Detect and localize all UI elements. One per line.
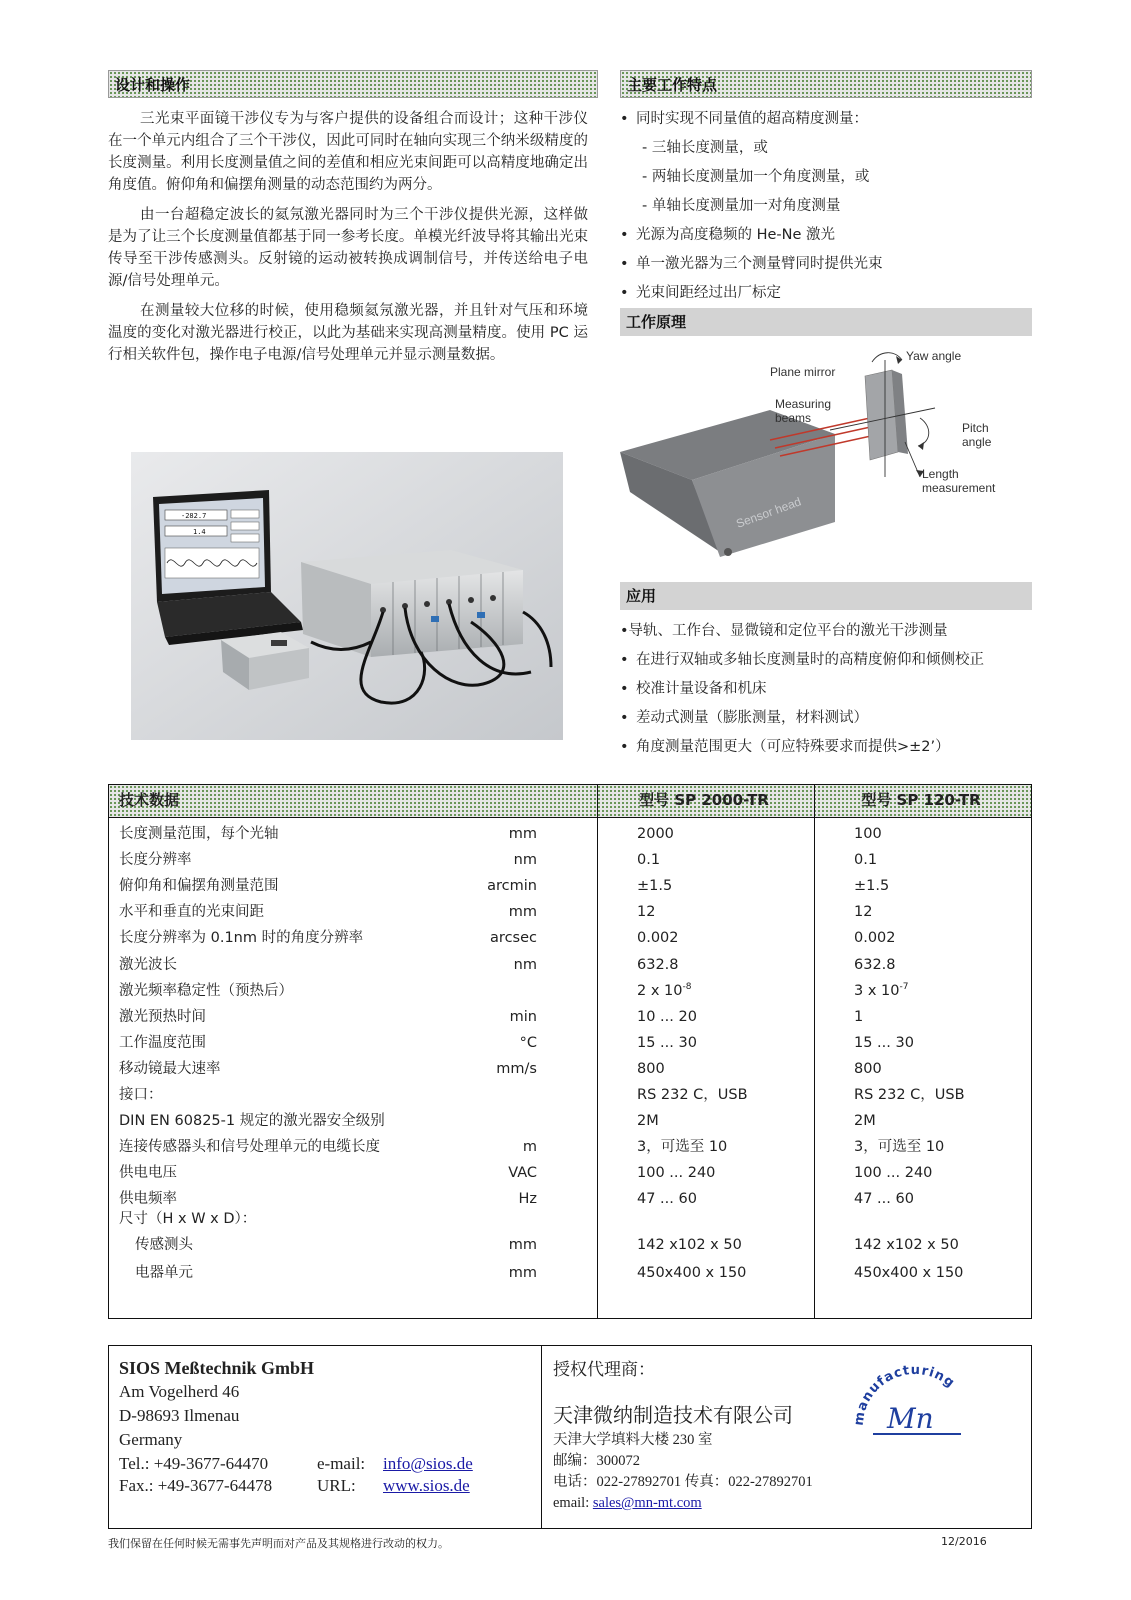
spec-value-model-1 — [637, 1004, 697, 1031]
spec-row — [109, 1082, 1031, 1109]
spec-value-text: 10 ... 20 — [637, 1008, 697, 1025]
spec-value-text: ±1.5 — [854, 878, 890, 895]
features-heading: 主要工作特点 — [620, 70, 1032, 98]
spec-value-text: 2000 — [637, 826, 674, 842]
spec-value-text: 632.8 — [637, 956, 679, 973]
spec-label: 电器单元 — [135, 1264, 193, 1281]
spec-label: 激光预热时间 — [119, 1008, 206, 1025]
application-item: • 角度测量范围更大（可应特殊要求而提供>±2’） — [620, 736, 1032, 758]
spec-label: 长度分辨率 — [119, 852, 192, 869]
spec-row — [109, 899, 1031, 926]
spec-value-text: 800 — [854, 1060, 882, 1077]
feature-item: • 单一激光器为三个测量臂同时提供光束 — [620, 253, 1032, 275]
agent-address: 天津大学填料大楼 230 室 — [553, 1432, 713, 1448]
spec-value-model-1 — [637, 1108, 659, 1135]
design-paragraph-2: 由一台超稳定波长的氦氖激光器同时为三个干涉仪提供光源，这样做是为了让三个长度测量值都基于同一参考长度。单模光纤波导将其输出光束传导至干涉传感测头。反射镜的运动被转换成调制信号，并传送给电子电源/信号处理单元。 — [108, 207, 588, 289]
spec-value-text: 2 x 10 — [637, 982, 683, 999]
spec-label: 水平和垂直的光束间距 — [119, 904, 264, 921]
spec-value-model-2 — [854, 873, 889, 900]
logo-mark: Mn — [887, 1402, 934, 1435]
application-item: • 在进行双轴或多轴长度测量时的高精度俯仰和倾侧校正 — [620, 649, 1032, 671]
screen-readout-2: 1.4 — [193, 528, 206, 536]
spec-value-text: 0.002 — [854, 930, 896, 947]
label-measuring: Measuring — [775, 397, 832, 411]
telephone: Tel.: +49-3677-64470 — [119, 1454, 269, 1473]
spec-value-model-2 — [854, 1108, 876, 1135]
spec-value-model-2: 450x400 x 150 — [854, 1264, 964, 1281]
spec-value-model-1 — [637, 847, 660, 874]
spec-label: 长度测量范围，每个光轴 — [119, 826, 279, 842]
spec-value-model-2: 142 x102 x 50 — [854, 1236, 959, 1253]
spec-value-model-2 — [854, 952, 896, 979]
url-label: URL: — [317, 1476, 356, 1495]
disclaimer: 我们保留在任何时候无需事先声明而对产品及其规格进行改动的权力。 — [108, 1537, 449, 1550]
spec-value-text: RS 232 C，USB — [637, 1087, 748, 1103]
spec-value-model-2 — [854, 1160, 932, 1187]
spec-unit: arcsec — [490, 930, 537, 947]
label-angle: angle — [962, 435, 992, 449]
design-paragraph-1: 三光束平面镜干涉仪专为与客户提供的设备组合而设计；这种干涉仪在一个单元内组合了三个干涉仪，因此可同时在轴向实现三个纳米级精度的长度测量。利用长度测量值之间的差值和相应光束间距可以高精度地确定出角度值。俯仰角和偏摆角测量的动态范围约为两分。 — [108, 111, 588, 193]
spec-value-model-1 — [637, 1134, 727, 1161]
spec-value-text: 800 — [637, 1060, 665, 1077]
spec-label: 俯仰角和偏摆角测量范围 — [119, 878, 279, 895]
spec-row — [109, 1030, 1031, 1057]
spec-value-model-2 — [854, 899, 872, 926]
spec-value-model-2 — [854, 1004, 863, 1031]
spec-value-model-1 — [637, 1160, 715, 1187]
spec-value-text: 632.8 — [854, 956, 896, 973]
spec-label: DIN EN 60825-1 规定的激光器安全级别 — [119, 1113, 385, 1130]
spec-unit: mm — [508, 1264, 537, 1281]
spec-value-model-1 — [637, 1030, 697, 1057]
spec-value-model-2 — [854, 978, 908, 1005]
label-measurement: measurement — [922, 481, 996, 495]
label-beams: beams — [775, 411, 812, 425]
spec-exponent: -8 — [682, 981, 692, 992]
feature-subitem: - 两轴长度测量加一个角度测量，或 — [642, 169, 870, 185]
spec-unit: nm — [513, 956, 537, 973]
dimensions-label: 尺寸（H x W x D）： — [119, 1210, 257, 1227]
spec-value-model-1: 450x400 x 150 — [637, 1264, 747, 1281]
feature-item: • 光源为高度稳频的 He-Ne 激光 — [620, 224, 1032, 246]
spec-value-model-1 — [637, 899, 655, 926]
spec-unit: °C — [519, 1034, 537, 1051]
screen-readout-1: -282.7 — [181, 512, 207, 520]
spec-exponent: -7 — [899, 981, 909, 992]
spec-row — [109, 873, 1031, 900]
spec-row — [109, 821, 1031, 848]
features-list — [620, 108, 1032, 311]
applications-list — [620, 620, 1032, 765]
spec-unit: mm — [508, 826, 537, 842]
design-text — [108, 108, 588, 374]
spec-heading: 技术数据 — [119, 791, 180, 809]
document-date: 12/2016 — [941, 1535, 987, 1548]
spec-row — [109, 925, 1031, 952]
spec-value-model-1 — [637, 1056, 665, 1083]
address-line-2: D-98693 Ilmenau — [119, 1406, 240, 1425]
spec-value-text: 1 — [854, 1008, 864, 1025]
spec-value-text: 47 ... 60 — [854, 1191, 914, 1208]
spec-label: 工作温度范围 — [119, 1034, 206, 1051]
applications-heading: 应用 — [620, 582, 1032, 610]
spec-row — [109, 1206, 1031, 1233]
spec-header — [109, 785, 1031, 818]
spec-value-model-2 — [854, 1056, 882, 1083]
agent-email-label: email: — [553, 1495, 590, 1511]
label-sensor-head: Sensor head — [734, 494, 803, 531]
spec-value-text: 2M — [854, 1113, 876, 1130]
spec-value-model-2 — [854, 1134, 944, 1161]
spec-row — [109, 847, 1031, 874]
spec-row — [109, 978, 1031, 1005]
spec-label: 激光波长 — [119, 956, 177, 973]
company-name: SIOS Meßtechnik GmbH — [119, 1358, 315, 1378]
spec-value-model-1 — [637, 821, 674, 848]
spec-value-model-1: 142 x102 x 50 — [637, 1236, 742, 1253]
spec-value-text: 12 — [637, 904, 656, 921]
spec-value-model-1 — [637, 925, 679, 952]
principle-heading: 工作原理 — [620, 308, 1032, 336]
spec-value-text: 12 — [854, 904, 873, 921]
application-item: • 差动式测量（膨胀测量，材料测试） — [620, 707, 1032, 729]
spec-value-text: 0.002 — [637, 930, 679, 947]
spec-unit: VAC — [508, 1165, 537, 1182]
email-link[interactable]: info@sios.de — [383, 1454, 473, 1473]
spec-value-model-2 — [854, 925, 896, 952]
label-length: Length — [922, 467, 959, 481]
website-link[interactable]: www.sios.de — [383, 1476, 470, 1495]
address-line-1: Am Vogelherd 46 — [119, 1382, 240, 1401]
spec-unit: arcmin — [487, 878, 537, 895]
spec-row — [109, 1004, 1031, 1031]
spec-unit: min — [509, 1008, 537, 1025]
model-1-heading: 型号 SP 2000-TR — [639, 791, 769, 809]
label-yaw-angle: Yaw angle — [906, 349, 962, 363]
spec-value-text: 100 ... 240 — [854, 1165, 933, 1182]
spec-value-model-1 — [637, 978, 691, 1005]
address-line-3: Germany — [119, 1430, 183, 1449]
spec-unit: mm/s — [496, 1060, 537, 1077]
spec-label: 移动镜最大速率 — [119, 1060, 221, 1077]
spec-value-model-2 — [854, 821, 882, 848]
spec-label: 供电频率 — [119, 1191, 177, 1208]
spec-value-text: 3，可选至 10 — [637, 1139, 728, 1156]
design-paragraph-3: 在测量较大位移的时候，使用稳频氦氖激光器，并且针对气压和环境温度的变化对激光器进行校正，以此为基础来实现高测量精度。使用 PC 运行相关软件包，操作电子电源/信号处理单元并显示测量数据。 — [108, 303, 588, 363]
product-photo — [131, 452, 563, 740]
spec-value-model-2 — [854, 847, 877, 874]
spec-label: 接口： — [119, 1087, 163, 1103]
spec-row — [109, 1134, 1031, 1161]
label-plane-mirror: Plane mirror — [770, 365, 836, 379]
spec-label: 供电电压 — [119, 1165, 177, 1182]
spec-row — [109, 1056, 1031, 1083]
model-2-heading: 型号 SP 120-TR — [861, 791, 981, 809]
design-heading: 设计和操作 — [108, 70, 598, 98]
spec-label: 激光频率稳定性（预热后） — [119, 982, 293, 999]
application-item: • 校准计量设备和机床 — [620, 678, 1032, 700]
spec-row — [109, 1108, 1031, 1135]
contact-box — [108, 1345, 1032, 1529]
feature-item: • 同时实现不同量值的超高精度测量： — [620, 108, 1032, 130]
spec-label: 传感测头 — [135, 1236, 193, 1253]
spec-unit: mm — [508, 904, 537, 921]
principle-diagram — [620, 342, 1032, 567]
spec-value-text: 15 ... 30 — [854, 1034, 914, 1051]
feature-subitem: - 三轴长度测量，或 — [642, 140, 768, 156]
spec-value-text: 2M — [637, 1113, 659, 1130]
spec-row — [109, 952, 1031, 979]
spec-value-model-2 — [854, 1082, 965, 1109]
agent-email-link[interactable]: sales@mn-mt.com — [592, 1495, 702, 1511]
label-pitch: Pitch — [962, 421, 989, 435]
email-label: e-mail: — [317, 1454, 366, 1473]
spec-value-text: 100 ... 240 — [637, 1165, 716, 1182]
spec-value-model-2 — [854, 1030, 914, 1057]
agent-zip: 邮编：300072 — [553, 1453, 640, 1469]
logo-arc-text: manufacturing — [851, 1364, 958, 1427]
spec-value-text: 47 ... 60 — [637, 1191, 697, 1208]
spec-value-model-1 — [637, 952, 679, 979]
spec-table — [108, 784, 1032, 1319]
spec-row — [109, 1260, 1031, 1287]
spec-unit: mm — [508, 1236, 537, 1253]
application-item: •导轨、工作台、显微镜和定位平台的激光干涉测量 — [620, 623, 948, 639]
spec-value-text: ±1.5 — [637, 878, 673, 895]
agent-label: 授权代理商： — [553, 1360, 655, 1379]
spec-value-text: 0.1 — [637, 852, 661, 869]
sios-contact — [119, 1356, 529, 1496]
spec-label: 长度分辨率为 0.1nm 时的角度分辨率 — [119, 930, 364, 947]
spec-value-text: 0.1 — [854, 852, 878, 869]
spec-value-model-1 — [637, 873, 672, 900]
spec-value-text: 3，可选至 10 — [854, 1139, 945, 1156]
spec-value-text: 15 ... 30 — [637, 1034, 697, 1051]
spec-value-text: 3 x 10 — [854, 982, 900, 999]
spec-row — [109, 1232, 1031, 1259]
spec-value-text: RS 232 C，USB — [854, 1087, 965, 1103]
feature-subitem: - 单轴长度测量加一对角度测量 — [642, 198, 841, 214]
spec-value-model-1 — [637, 1082, 748, 1109]
spec-unit: m — [522, 1139, 537, 1156]
agent-name: 天津微纳制造技术有限公司 — [553, 1403, 793, 1427]
spec-unit: nm — [513, 852, 537, 869]
spec-row — [109, 1160, 1031, 1187]
agent-phone: 电话：022-27892701 传真：022-27892701 — [553, 1474, 813, 1490]
fax: Fax.: +49-3677-64478 — [119, 1476, 273, 1495]
feature-item: • 光束间距经过出厂标定 — [620, 282, 1032, 304]
spec-unit: Hz — [518, 1191, 537, 1208]
mn-logo — [849, 1364, 979, 1444]
spec-label: 连接传感器头和信号处理单元的电缆长度 — [119, 1139, 380, 1156]
spec-value-text: 100 — [854, 826, 882, 842]
